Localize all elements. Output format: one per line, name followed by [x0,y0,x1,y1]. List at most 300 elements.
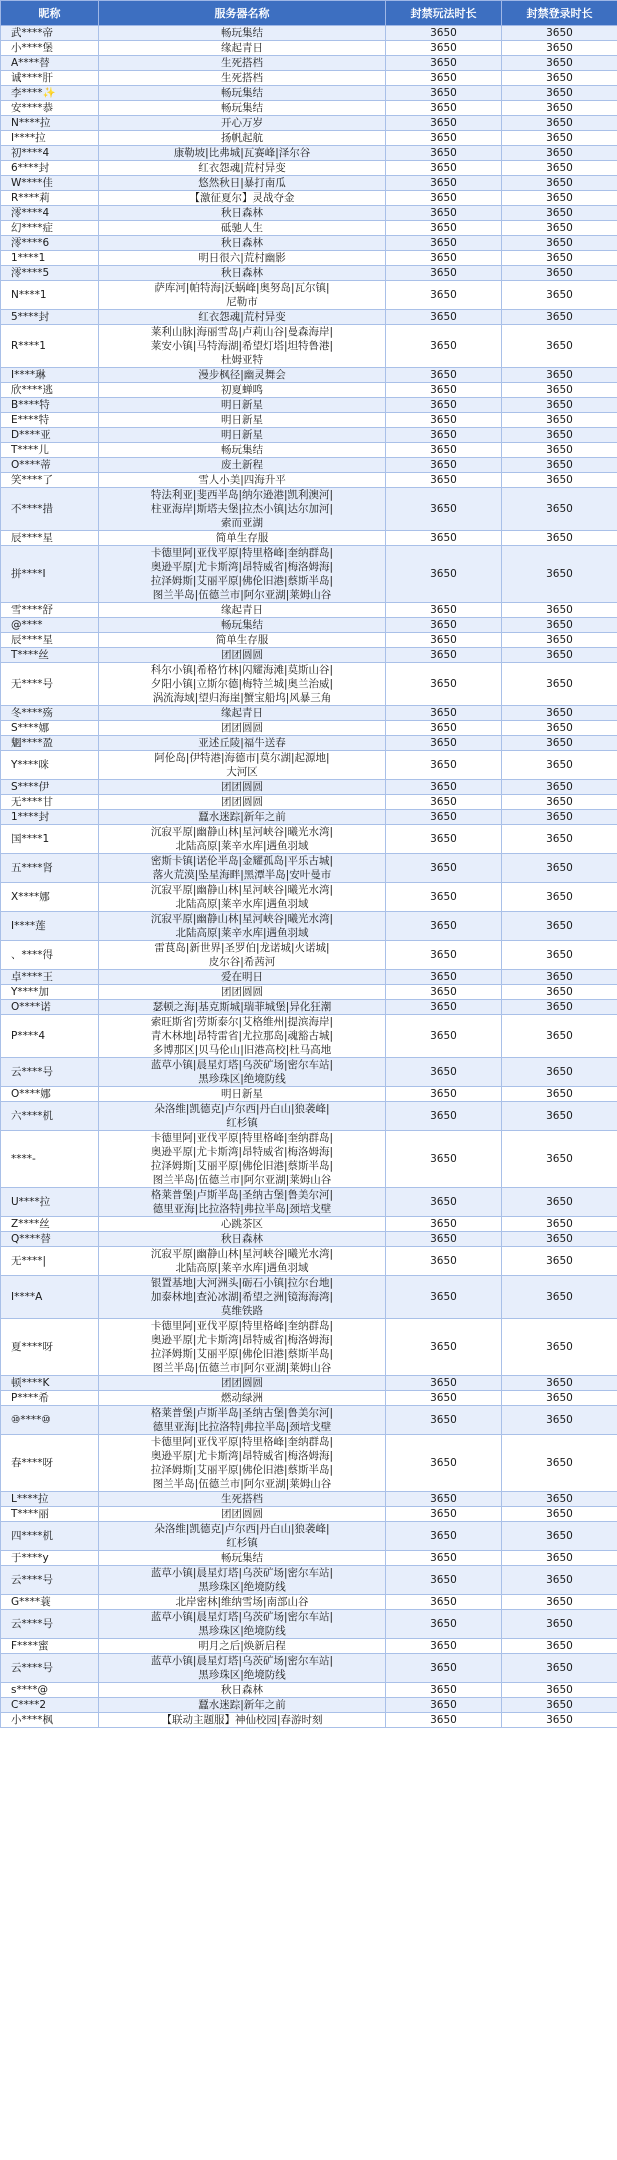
cell-gameplay-ban: 3650 [386,1058,502,1087]
cell-login-ban: 3650 [502,1015,617,1058]
table-row [1,1406,617,1435]
cell-server-name: 索旺斯省|劳斯泰尔|艾格维州|提滨海岸| 青木林地|昂特雷省|尤拉那岛|魂豁古城| 多博那区|贝马伦山|旧港高校|杜马高地 [99,1015,386,1058]
cell-gameplay-ban: 3650 [386,368,502,383]
cell-login-ban: 3650 [502,488,617,531]
table-row [1,236,617,251]
cell-login-ban: 3650 [502,161,617,176]
cell-server-name: 明日新星 [99,428,386,443]
cell-gameplay-ban: 3650 [386,398,502,413]
cell-nickname: 笑****了 [1,473,99,488]
cell-nickname: O****蒂 [1,458,99,473]
cell-gameplay-ban: 3650 [386,1102,502,1131]
cell-nickname: T****丝 [1,648,99,663]
cell-login-ban: 3650 [502,398,617,413]
cell-login-ban: 3650 [502,633,617,648]
table-row [1,721,617,736]
table-row [1,1391,617,1406]
cell-server-name: 北岸密林|维纳雪场|南部山谷 [99,1595,386,1610]
cell-gameplay-ban: 3650 [386,1610,502,1639]
cell-nickname: ****- [1,1131,99,1188]
cell-gameplay-ban: 3650 [386,428,502,443]
table-row [1,1639,617,1654]
cell-login-ban: 3650 [502,41,617,56]
table-row [1,1713,617,1728]
cell-server-name: 秋日森林 [99,266,386,281]
cell-login-ban: 3650 [502,176,617,191]
cell-gameplay-ban: 3650 [386,1319,502,1376]
cell-nickname: T****儿 [1,443,99,458]
cell-login-ban: 3650 [502,101,617,116]
cell-server-name: 卡德里阿|亚伐平原|特里格峰|奎纳群岛| 奥逊平原|尤卡斯湾|昂特威省|梅洛姆海| 拉泽姆斯|艾丽平原|佛伦旧港|蔡斯半岛| 图兰半岛|伍德兰市|阿尔亚湖|莱姆山谷 [99,1435,386,1492]
cell-server-name: 扬帆起航 [99,131,386,146]
cell-server-name: 明月之后|焕新启程 [99,1639,386,1654]
cell-nickname: 小****堡 [1,41,99,56]
cell-gameplay-ban: 3650 [386,1654,502,1683]
cell-nickname: W****佳 [1,176,99,191]
cell-server-name: 密斯卡镇|诺伦半岛|金耀孤岛|平乐古城| 落火荒漠|坠星海畔|黑潭半岛|安叶曼市 [99,854,386,883]
cell-login-ban: 3650 [502,236,617,251]
cell-gameplay-ban: 3650 [386,883,502,912]
cell-nickname: 6****封 [1,161,99,176]
cell-gameplay-ban: 3650 [386,1247,502,1276]
cell-nickname: N****拉 [1,116,99,131]
cell-server-name: 秋日森林 [99,1683,386,1698]
table-row [1,810,617,825]
cell-nickname: 魍****盈 [1,736,99,751]
cell-gameplay-ban: 3650 [386,633,502,648]
cell-gameplay-ban: 3650 [386,1522,502,1551]
cell-nickname: I****拉 [1,131,99,146]
table-row [1,383,617,398]
cell-server-name: 卡德里阿|亚伐平原|特里格峰|奎纳群岛| 奥逊平原|尤卡斯湾|昂特威省|梅洛姆海| 拉泽姆斯|艾丽平原|佛伦旧港|蔡斯半岛| 图兰半岛|伍德兰市|阿尔亚湖|莱姆山谷 [99,1131,386,1188]
cell-nickname: Z****丝 [1,1217,99,1232]
cell-gameplay-ban: 3650 [386,721,502,736]
cell-server-name: 瑟顿之海|基克斯城|瑞菲城堡|异化狂潮 [99,1000,386,1015]
cell-server-name: 缘起青日 [99,706,386,721]
cell-nickname: 1****1 [1,251,99,266]
cell-server-name: 卡德里阿|亚伐平原|特里格峰|奎纳群岛| 奥逊平原|尤卡斯湾|昂特威省|梅洛姆海| 拉泽姆斯|艾丽平原|佛伦旧港|蔡斯半岛| 图兰半岛|伍德兰市|阿尔亚湖|莱姆山谷 [99,546,386,603]
cell-server-name: 蓝草小镇|晨星灯塔|乌茨矿场|密尔车站| 黑珍珠区|绝境防线 [99,1654,386,1683]
cell-nickname: 辰****星 [1,633,99,648]
cell-gameplay-ban: 3650 [386,854,502,883]
cell-login-ban: 3650 [502,1551,617,1566]
cell-gameplay-ban: 3650 [386,1566,502,1595]
cell-server-name: 爱在明日 [99,970,386,985]
cell-gameplay-ban: 3650 [386,912,502,941]
cell-login-ban: 3650 [502,751,617,780]
cell-nickname: 武****帝 [1,26,99,41]
cell-login-ban: 3650 [502,1217,617,1232]
table-row [1,1435,617,1492]
cell-nickname: @**** [1,618,99,633]
cell-server-name: 开心万岁 [99,116,386,131]
table-row [1,1492,617,1507]
cell-server-name: 团团圆圆 [99,795,386,810]
cell-server-name: 沉寂平原|幽静山林|星河峡谷|曦光水湾| 北陆高原|莱辛水库|遇鱼羽域 [99,825,386,854]
cell-nickname: 澪****6 [1,236,99,251]
cell-nickname: 六****机 [1,1102,99,1131]
cell-login-ban: 3650 [502,1683,617,1698]
cell-login-ban: 3650 [502,86,617,101]
table-row [1,310,617,325]
cell-server-name: 雪人小美|四海升平 [99,473,386,488]
cell-server-name: 明日很六|荒村幽影 [99,251,386,266]
table-row [1,473,617,488]
cell-gameplay-ban: 3650 [386,236,502,251]
table-row [1,1232,617,1247]
cell-nickname: P****4 [1,1015,99,1058]
cell-gameplay-ban: 3650 [386,1087,502,1102]
cell-server-name: 银置基地|大河洲头|砺石小镇|拉尔台地| 加泰林地|查沁冰湖|希望之洲|镜海海湾| 莫维铁路 [99,1276,386,1319]
cell-gameplay-ban: 3650 [386,221,502,236]
cell-gameplay-ban: 3650 [386,176,502,191]
cell-login-ban: 3650 [502,368,617,383]
cell-login-ban: 3650 [502,1435,617,1492]
cell-login-ban: 3650 [502,1507,617,1522]
cell-nickname: A****替 [1,56,99,71]
cell-login-ban: 3650 [502,1610,617,1639]
cell-gameplay-ban: 3650 [386,41,502,56]
table-row [1,368,617,383]
table-row [1,1131,617,1188]
cell-server-name: 蓝草小镇|晨星灯塔|乌茨矿场|密尔车站| 黑珍珠区|绝境防线 [99,1566,386,1595]
cell-server-name: 畅玩集结 [99,1551,386,1566]
cell-server-name: 废土新程 [99,458,386,473]
table-row [1,1087,617,1102]
cell-gameplay-ban: 3650 [386,1376,502,1391]
cell-gameplay-ban: 3650 [386,310,502,325]
table-row [1,780,617,795]
cell-nickname: U****拉 [1,1188,99,1217]
cell-nickname: G****蓑 [1,1595,99,1610]
cell-gameplay-ban: 3650 [386,1188,502,1217]
cell-login-ban: 3650 [502,810,617,825]
cell-gameplay-ban: 3650 [386,1595,502,1610]
cell-login-ban: 3650 [502,26,617,41]
cell-server-name: 漫步枫径|幽灵舞会 [99,368,386,383]
cell-gameplay-ban: 3650 [386,116,502,131]
cell-server-name: 特法利亚|斐西半岛|纳尔逊港|凯利澳河| 柱亚海岸|斯塔夫堡|拉杰小镇|达尔加河| 索而亚湖 [99,488,386,531]
table-row [1,458,617,473]
cell-server-name: 畅玩集结 [99,618,386,633]
table-row [1,251,617,266]
cell-gameplay-ban: 3650 [386,443,502,458]
cell-server-name: 秋日森林 [99,1232,386,1247]
cell-gameplay-ban: 3650 [386,1000,502,1015]
cell-gameplay-ban: 3650 [386,1217,502,1232]
table-row [1,1610,617,1639]
table-row [1,1000,617,1015]
table-row [1,1217,617,1232]
header-gameplay-ban-duration: 封禁玩法时长 [386,1,502,26]
cell-login-ban: 3650 [502,1713,617,1728]
cell-nickname: I****琳 [1,368,99,383]
cell-login-ban: 3650 [502,1566,617,1595]
cell-login-ban: 3650 [502,428,617,443]
cell-nickname: N****1 [1,281,99,310]
cell-nickname: 不****措 [1,488,99,531]
cell-server-name: 莱利山脉|海丽雪岛|卢莉山谷|曼森海岸| 莱安小镇|马特海湖|希望灯塔|坦特鲁港| 杜姆亚特 [99,325,386,368]
cell-server-name: 沉寂平原|幽静山林|星河峡谷|曦光水湾| 北陆高原|莱辛水库|遇鱼羽域 [99,883,386,912]
cell-login-ban: 3650 [502,736,617,751]
cell-nickname: 夏****呀 [1,1319,99,1376]
cell-gameplay-ban: 3650 [386,325,502,368]
cell-server-name: 秋日森林 [99,236,386,251]
table-body [1,26,617,1728]
cell-server-name: 畅玩集结 [99,101,386,116]
cell-login-ban: 3650 [502,458,617,473]
table-row [1,854,617,883]
cell-server-name: 团团圆圆 [99,985,386,1000]
cell-gameplay-ban: 3650 [386,413,502,428]
cell-gameplay-ban: 3650 [386,941,502,970]
table-row [1,1058,617,1087]
table-row [1,795,617,810]
cell-server-name: 团团圆圆 [99,721,386,736]
cell-login-ban: 3650 [502,325,617,368]
cell-server-name: 团团圆圆 [99,1507,386,1522]
cell-login-ban: 3650 [502,1247,617,1276]
cell-gameplay-ban: 3650 [386,751,502,780]
table-row [1,751,617,780]
cell-gameplay-ban: 3650 [386,281,502,310]
cell-nickname: 无****号 [1,663,99,706]
cell-nickname: 无****甘 [1,795,99,810]
cell-nickname: 云****号 [1,1566,99,1595]
cell-server-name: 悠然秋日|暴打南瓜 [99,176,386,191]
cell-gameplay-ban: 3650 [386,206,502,221]
cell-server-name: 【激征夏尔】灵战夺金 [99,191,386,206]
cell-nickname: 澪****5 [1,266,99,281]
cell-nickname: 澪****4 [1,206,99,221]
table-row [1,825,617,854]
cell-nickname: E****特 [1,413,99,428]
table-row [1,176,617,191]
table-row [1,1507,617,1522]
cell-login-ban: 3650 [502,413,617,428]
cell-nickname: 顿****K [1,1376,99,1391]
cell-gameplay-ban: 3650 [386,780,502,795]
cell-server-name: 简单生存服 [99,531,386,546]
cell-nickname: 雪****舒 [1,603,99,618]
cell-nickname: L****拉 [1,1492,99,1507]
cell-login-ban: 3650 [502,1654,617,1683]
cell-login-ban: 3650 [502,1102,617,1131]
cell-login-ban: 3650 [502,912,617,941]
cell-gameplay-ban: 3650 [386,795,502,810]
cell-server-name: 生死搭档 [99,71,386,86]
cell-server-name: 蠶水迷踪|新年之前 [99,810,386,825]
cell-login-ban: 3650 [502,1188,617,1217]
table-row [1,1188,617,1217]
cell-login-ban: 3650 [502,618,617,633]
cell-server-name: 秋日森林 [99,206,386,221]
table-row [1,116,617,131]
table-row [1,1276,617,1319]
cell-gameplay-ban: 3650 [386,101,502,116]
table-row [1,912,617,941]
cell-nickname: I****莲 [1,912,99,941]
cell-nickname: 5****封 [1,310,99,325]
cell-gameplay-ban: 3650 [386,736,502,751]
table-row [1,325,617,368]
cell-gameplay-ban: 3650 [386,825,502,854]
table-row [1,413,617,428]
cell-nickname: 诚****肝 [1,71,99,86]
cell-nickname: 云****号 [1,1654,99,1683]
cell-nickname: 云****号 [1,1058,99,1087]
table-row [1,221,617,236]
cell-gameplay-ban: 3650 [386,488,502,531]
cell-gameplay-ban: 3650 [386,1698,502,1713]
cell-gameplay-ban: 3650 [386,1713,502,1728]
cell-server-name: 明日新星 [99,1087,386,1102]
cell-nickname: T****丽 [1,1507,99,1522]
cell-nickname: 、****得 [1,941,99,970]
cell-nickname: 欣****逃 [1,383,99,398]
cell-nickname: X****娜 [1,883,99,912]
cell-gameplay-ban: 3650 [386,546,502,603]
table-row [1,428,617,443]
cell-login-ban: 3650 [502,251,617,266]
cell-login-ban: 3650 [502,721,617,736]
table-row [1,941,617,970]
cell-nickname: s****@ [1,1683,99,1698]
cell-server-name: 雷茛岛|新世界|圣罗伯|龙诺城|火诺城| 皮尔谷|希茜河 [99,941,386,970]
table-row [1,603,617,618]
cell-nickname: 幻****症 [1,221,99,236]
cell-server-name: 沉寂平原|幽静山林|星河峡谷|曦光水湾| 北陆高原|莱辛水库|遇鱼羽域 [99,1247,386,1276]
cell-gameplay-ban: 3650 [386,251,502,266]
cell-gameplay-ban: 3650 [386,648,502,663]
cell-nickname: 拼****Ⅰ [1,546,99,603]
cell-login-ban: 3650 [502,854,617,883]
cell-login-ban: 3650 [502,71,617,86]
cell-nickname: 初****4 [1,146,99,161]
cell-gameplay-ban: 3650 [386,71,502,86]
cell-login-ban: 3650 [502,1087,617,1102]
cell-gameplay-ban: 3650 [386,146,502,161]
cell-server-name: 团团圆圆 [99,648,386,663]
cell-nickname: ⑩****⑩ [1,1406,99,1435]
cell-login-ban: 3650 [502,970,617,985]
cell-gameplay-ban: 3650 [386,1232,502,1247]
cell-server-name: 心跳茶区 [99,1217,386,1232]
table-row [1,266,617,281]
cell-nickname: S****娜 [1,721,99,736]
cell-gameplay-ban: 3650 [386,1639,502,1654]
cell-server-name: 朵洛维|凯德克|卢尔西|丹白山|狼袭峰| 红杉镇 [99,1102,386,1131]
cell-server-name: 【联动主题服】神仙校园|春游时刻 [99,1713,386,1728]
cell-server-name: 蓝草小镇|晨星灯塔|乌茨矿场|密尔车站| 黑珍珠区|绝境防线 [99,1610,386,1639]
cell-login-ban: 3650 [502,780,617,795]
cell-login-ban: 3650 [502,1522,617,1551]
cell-gameplay-ban: 3650 [386,191,502,206]
cell-gameplay-ban: 3650 [386,603,502,618]
table-row [1,546,617,603]
cell-login-ban: 3650 [502,648,617,663]
cell-server-name: 简单生存服 [99,633,386,648]
table-row [1,1654,617,1683]
table-row [1,1247,617,1276]
cell-nickname: 于****y [1,1551,99,1566]
cell-server-name: 砥驰人生 [99,221,386,236]
cell-server-name: 畅玩集结 [99,26,386,41]
table-row [1,101,617,116]
cell-login-ban: 3650 [502,1131,617,1188]
cell-server-name: 红衣怨魂|荒村异变 [99,161,386,176]
cell-login-ban: 3650 [502,1639,617,1654]
cell-server-name: 朵洛维|凯德克|卢尔西|丹白山|狼袭峰| 红杉镇 [99,1522,386,1551]
cell-server-name: 蠶水迷踪|新年之前 [99,1698,386,1713]
table-row [1,41,617,56]
cell-nickname: Y****加 [1,985,99,1000]
table-row [1,1595,617,1610]
cell-login-ban: 3650 [502,191,617,206]
cell-server-name: 蓝草小镇|晨星灯塔|乌茨矿场|密尔车站| 黑珍珠区|绝境防线 [99,1058,386,1087]
cell-gameplay-ban: 3650 [386,531,502,546]
cell-nickname: Y****咪 [1,751,99,780]
cell-login-ban: 3650 [502,146,617,161]
cell-gameplay-ban: 3650 [386,1131,502,1188]
cell-nickname: F****蜜 [1,1639,99,1654]
cell-gameplay-ban: 3650 [386,1551,502,1566]
cell-server-name: 缘起青日 [99,41,386,56]
cell-gameplay-ban: 3650 [386,86,502,101]
header-login-ban-duration: 封禁登录时长 [502,1,617,26]
cell-gameplay-ban: 3650 [386,1276,502,1319]
cell-nickname: 李****✨ [1,86,99,101]
cell-nickname: 四****机 [1,1522,99,1551]
cell-server-name: 明日新星 [99,398,386,413]
cell-login-ban: 3650 [502,941,617,970]
cell-gameplay-ban: 3650 [386,970,502,985]
table-row [1,86,617,101]
table-row [1,131,617,146]
table-row [1,1015,617,1058]
cell-login-ban: 3650 [502,281,617,310]
cell-server-name: 阿伦岛|伊特港|海德市|莫尔湖|起源地| 大河区 [99,751,386,780]
cell-gameplay-ban: 3650 [386,1406,502,1435]
cell-server-name: 生死搭档 [99,56,386,71]
cell-nickname: 冬****殇 [1,706,99,721]
table-row [1,71,617,86]
cell-gameplay-ban: 3650 [386,266,502,281]
cell-gameplay-ban: 3650 [386,1435,502,1492]
cell-nickname: 小****枫 [1,1713,99,1728]
table-row [1,883,617,912]
cell-gameplay-ban: 3650 [386,1015,502,1058]
cell-login-ban: 3650 [502,116,617,131]
cell-login-ban: 3650 [502,221,617,236]
header-row [1,1,617,26]
cell-gameplay-ban: 3650 [386,161,502,176]
cell-nickname: C****2 [1,1698,99,1713]
cell-gameplay-ban: 3650 [386,663,502,706]
cell-server-name: 亚述丘陵|福牛送春 [99,736,386,751]
cell-server-name: 明日新星 [99,413,386,428]
table-row [1,206,617,221]
cell-nickname: 辰****星 [1,531,99,546]
cell-gameplay-ban: 3650 [386,131,502,146]
table-row [1,161,617,176]
cell-gameplay-ban: 3650 [386,26,502,41]
cell-nickname: I****A [1,1276,99,1319]
cell-server-name: 红衣怨魂|荒村异变 [99,310,386,325]
cell-gameplay-ban: 3650 [386,810,502,825]
table-row [1,736,617,751]
cell-login-ban: 3650 [502,266,617,281]
